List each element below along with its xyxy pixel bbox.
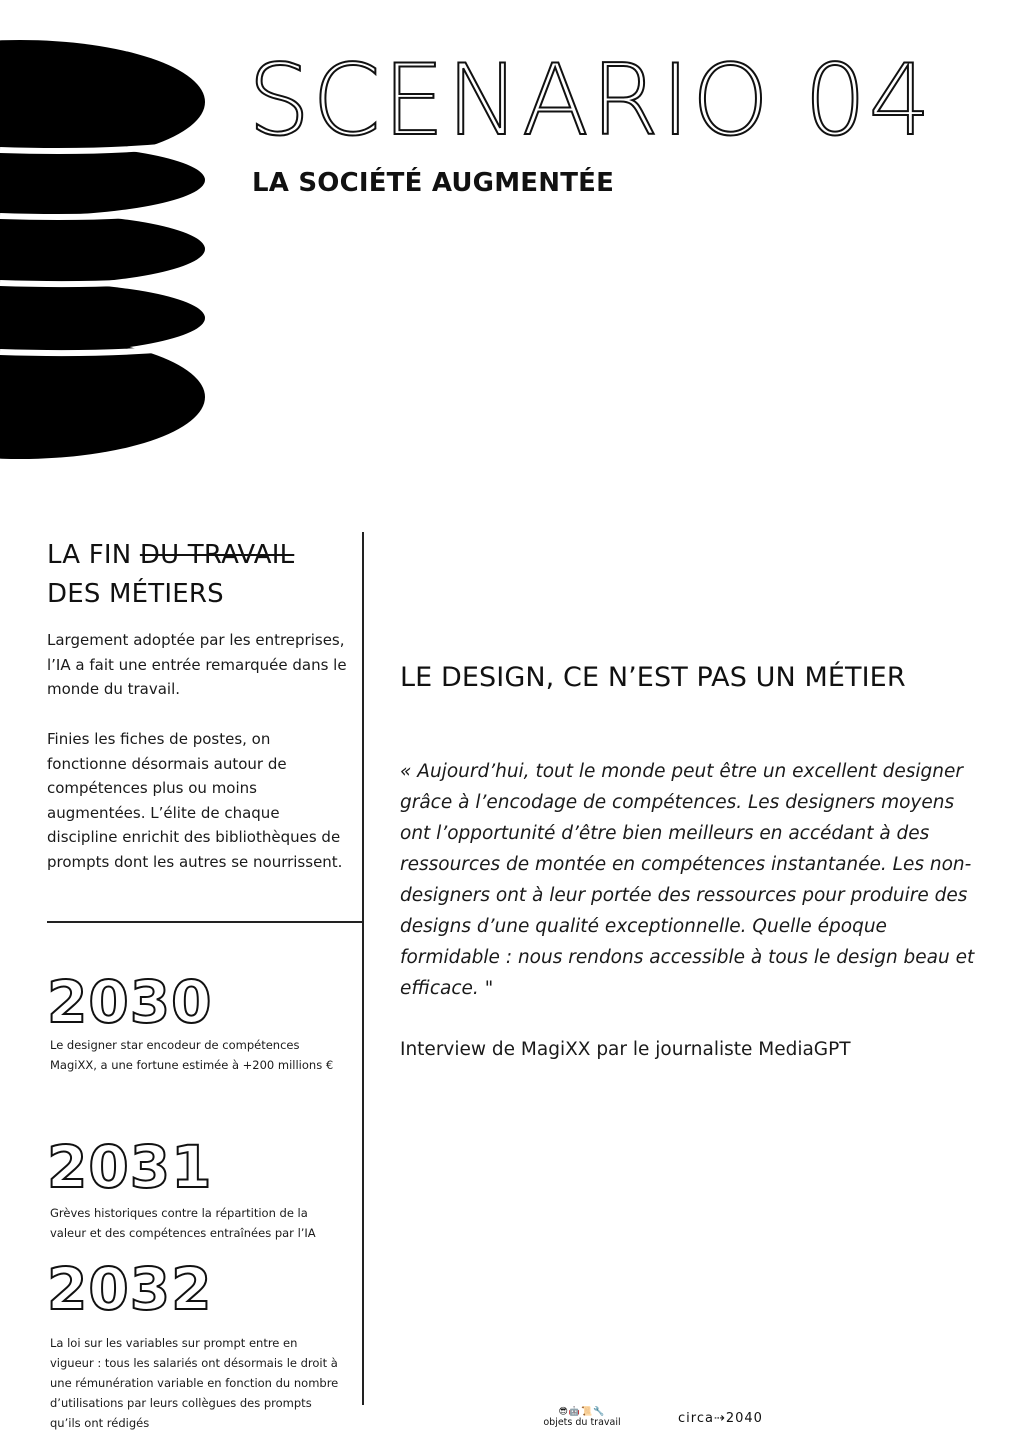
stacked-rings-graphic: [0, 40, 215, 465]
logo-icons: 😎🤖📜🔧: [558, 1406, 606, 1416]
horizontal-divider: [47, 921, 363, 923]
scenario-title: SCENARIO 04: [248, 44, 933, 158]
logo-text: objets du travail: [543, 1417, 621, 1428]
ring-shape: [0, 213, 205, 285]
quote-heading: LE DESIGN, CE N’EST PAS UN MÉTIER: [400, 662, 906, 693]
timeline-note: Le designer star encodeur de compétences MagiXX, a une fortune estimée à +200 millions €: [50, 1038, 334, 1072]
timeline-year: 2031: [47, 1133, 213, 1201]
timeline-note: La loi sur les variables sur prompt entre en vigueur : tous les salariés ont désormais le droit à une rémunération variable en fonction du nombre d’utilisations par leurs collègues des prompts qu’ils ont rédigés: [50, 1336, 339, 1430]
timeline-year: 2032: [47, 1255, 213, 1323]
section-heading: [47, 536, 294, 614]
objets-du-travail-logo: [532, 1406, 632, 1429]
heading-prefix: LA FIN: [47, 540, 140, 570]
interview-quote: « Aujourd’hui, tout le monde peut être un excellent designer grâce à l’encodage de compétences. Les designers moyens ont l’opportunité d’être bien meilleurs en accédant à des ressources de montée en compétences instantanée. Les non-designers ont à leur portée des ressources pour produire des designs d’une qualité exceptionnelle. Quelle époque formidable : nous rendons accessible à tous le design beau et efficace. ": [400, 761, 975, 999]
context-paragraph: Finies les fiches de postes, on fonctionne désormais autour de compétences plus ou moins augmentées. L’élite de chaque discipline enrichit des bibliothèques de prompts dont les autres se nourrissent.: [47, 730, 343, 871]
heading-struck-text: DU TRAVAIL: [139, 540, 295, 570]
circa-brand: circa⇢2040: [678, 1411, 763, 1426]
quote-credit: Interview de MagiXX par le journaliste MediaGPT: [400, 1039, 851, 1060]
vertical-divider: [362, 532, 364, 1405]
intro-paragraph: Largement adoptée par les entreprises, l’IA a fait une entrée remarquée dans le monde du travail.: [47, 631, 347, 698]
timeline-note: Grèves historiques contre la répartition de la valeur et des compétences entraînées par l’IA: [50, 1206, 316, 1240]
scenario-subtitle: LA SOCIÉTÉ AUGMENTÉE: [252, 168, 615, 198]
heading-line2: DES MÉTIERS: [47, 579, 224, 609]
timeline-year: 2030: [47, 968, 213, 1036]
